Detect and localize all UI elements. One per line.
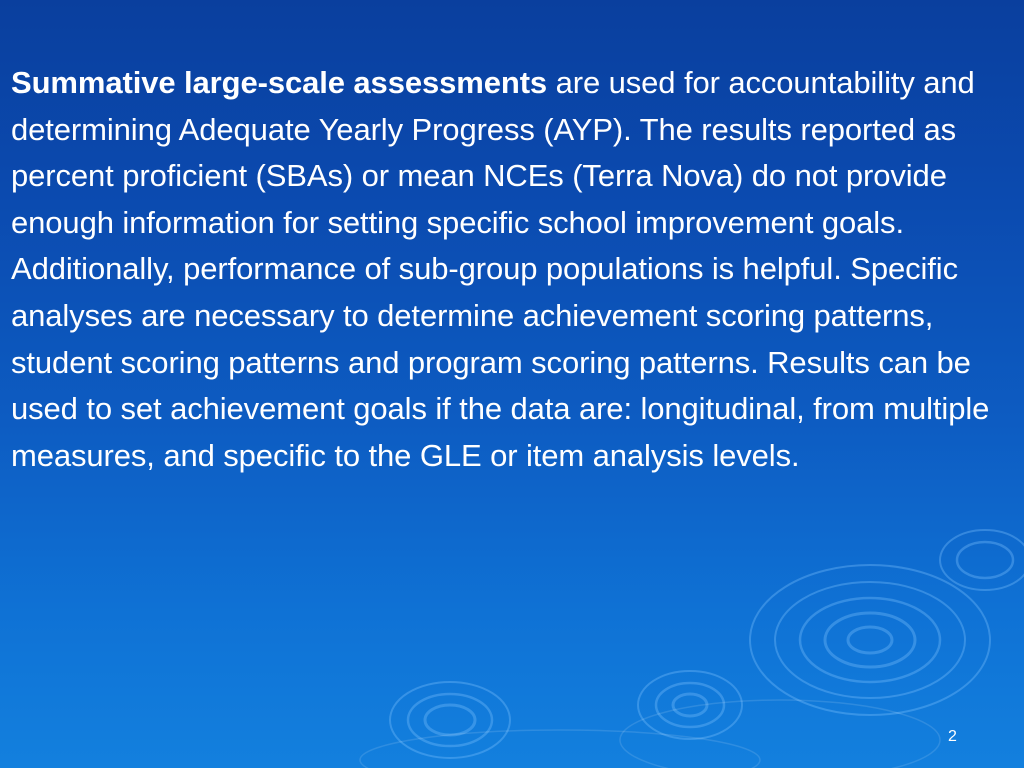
page-number: 2 bbox=[948, 728, 957, 745]
ripple-ring-group-large bbox=[750, 565, 990, 715]
ripple-ring-group-medium bbox=[390, 682, 510, 758]
ripple-ring-group-edge bbox=[940, 530, 1024, 590]
lead-bold-text: Summative large-scale assessments bbox=[11, 65, 548, 100]
body-text: are used for accountability and determining Adequate Yearly Progress (AYP). The results reported as percent proficient (SBAs) or mean NCEs (Terra Nova) do not provide enough information for setting specific school improvement goals. Additionally, performance of sub-group populations is helpful. Specific analyses are necessary to determine achievement scoring patterns, student scoring patterns and program scoring patterns. Results can be used to set achievement goals if the data are: longitudinal, from multiple measures, and specific to the GLE or item analysis levels. bbox=[11, 65, 990, 473]
body-paragraph bbox=[11, 60, 1016, 479]
ripple-ring-group-small bbox=[638, 671, 742, 739]
